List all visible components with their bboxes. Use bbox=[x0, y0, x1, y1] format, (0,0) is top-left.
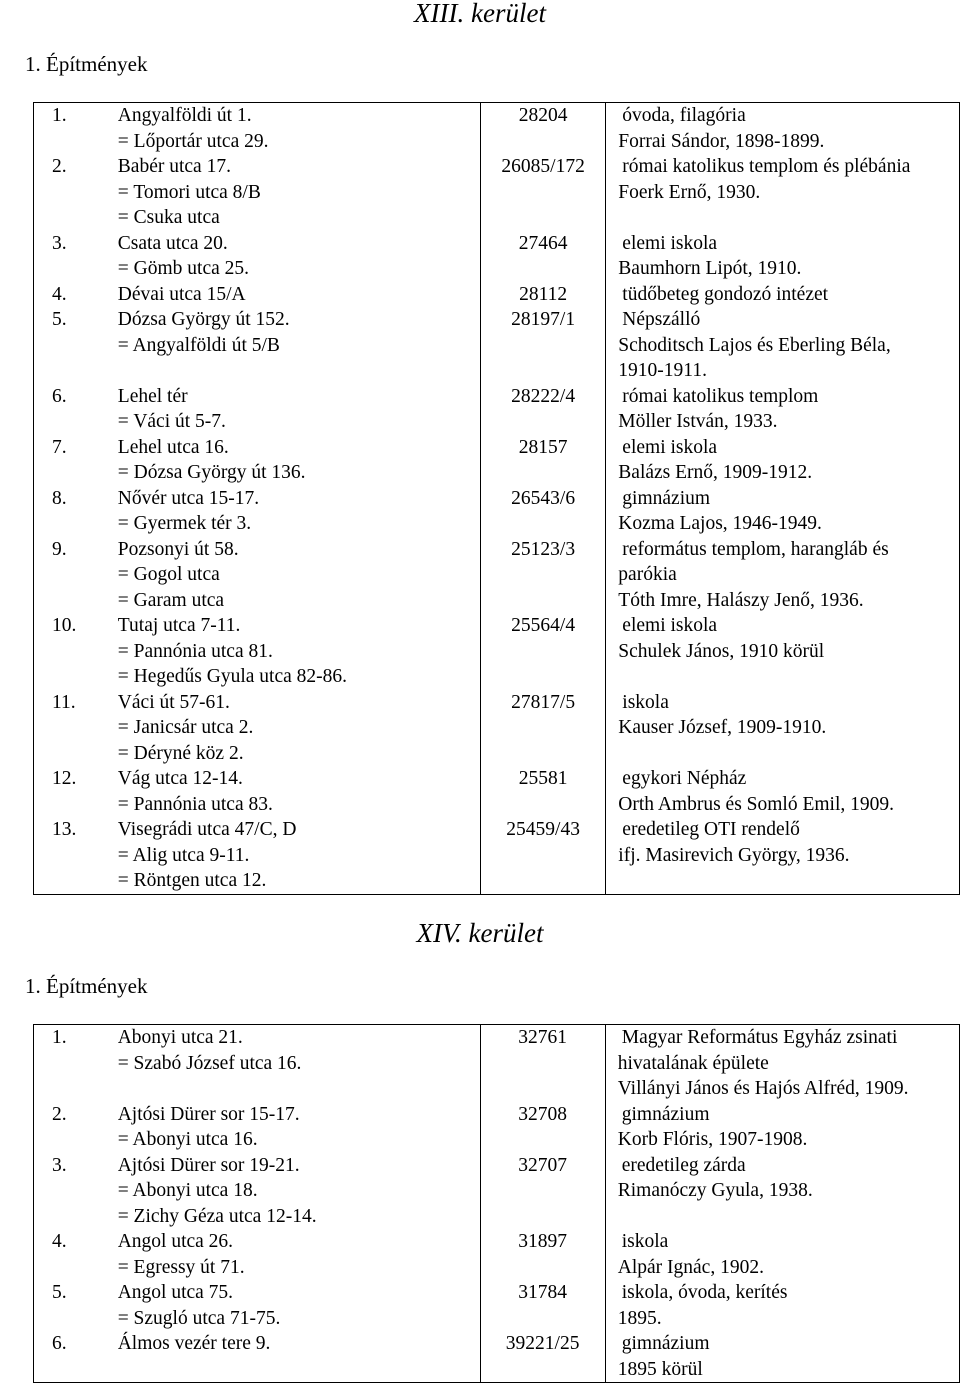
row-number: 5. bbox=[34, 1280, 118, 1331]
building-type: római katolikus templom és plébánia bbox=[622, 156, 911, 177]
row-number: 2. bbox=[34, 1102, 118, 1153]
table-row bbox=[34, 1280, 960, 1331]
row-number: 13. bbox=[34, 817, 118, 894]
table-row bbox=[34, 154, 960, 231]
building-type: református templom, harangláb és bbox=[622, 538, 889, 560]
lot-number: 25564/4 bbox=[480, 613, 605, 690]
lot-number: 28112 bbox=[480, 282, 605, 308]
table-row bbox=[34, 486, 960, 537]
table-row bbox=[34, 817, 960, 894]
alt-address-line: = Csuka utca bbox=[117, 207, 220, 228]
architect-line: Schoditsch Lajos és Eberling Béla, bbox=[618, 334, 891, 356]
building-type: gimnázium bbox=[622, 487, 711, 509]
alt-address-line: = Szabó József utca 16. bbox=[117, 1052, 302, 1074]
building-type: elemi iskola bbox=[622, 615, 718, 636]
alt-address-line: = Pannónia utca 81. bbox=[117, 640, 273, 662]
lot-number: 25459/43 bbox=[480, 817, 605, 894]
description-cell bbox=[606, 817, 960, 894]
row-number: 1. bbox=[34, 1025, 118, 1102]
description-cell bbox=[606, 690, 960, 767]
address-line: Tutaj utca 7-11. bbox=[117, 615, 241, 636]
description-cell bbox=[606, 435, 960, 486]
architect-line: Korb Flóris, 1907-1908. bbox=[617, 1129, 808, 1150]
address-cell bbox=[118, 1153, 480, 1230]
description-cell bbox=[606, 537, 960, 614]
address-cell bbox=[118, 1025, 480, 1102]
description-cell bbox=[606, 613, 960, 690]
architect-line: Schulek János, 1910 körül bbox=[618, 640, 825, 662]
row-number: 4. bbox=[34, 282, 118, 308]
alt-address-line: = Váci út 5-7. bbox=[117, 411, 226, 432]
lot-number: 31784 bbox=[480, 1280, 605, 1331]
architect-line: Foerk Ernő, 1930. bbox=[618, 181, 761, 203]
description-cell bbox=[606, 486, 960, 537]
alt-address-line: = Gogol utca bbox=[117, 564, 220, 585]
row-number: 2. bbox=[34, 154, 118, 231]
address-line: Visegrádi utca 47/C, D bbox=[117, 819, 297, 840]
address-cell bbox=[118, 231, 481, 282]
row-number: 12. bbox=[34, 766, 118, 817]
description-cell bbox=[606, 103, 960, 155]
table-row bbox=[34, 231, 960, 282]
address-line: Álmos vezér tere 9. bbox=[117, 1333, 271, 1354]
description-cell bbox=[606, 154, 960, 231]
table-row bbox=[34, 537, 960, 614]
alt-address-line: = Gömb utca 25. bbox=[117, 258, 250, 279]
alt-address-line: = Alig utca 9-11. bbox=[117, 844, 250, 866]
architect-line: Tóth Imre, Halászy Jenő, 1936. bbox=[618, 589, 864, 611]
architect-line: Forrai Sándor, 1898-1899. bbox=[618, 130, 825, 152]
lot-number: 28157 bbox=[480, 435, 605, 486]
lot-number: 28222/4 bbox=[480, 384, 605, 435]
address-line: Angol utca 75. bbox=[117, 1282, 234, 1303]
lot-number: 32761 bbox=[480, 1025, 605, 1102]
address-line: Váci út 57-61. bbox=[117, 691, 230, 713]
address-cell bbox=[118, 1331, 480, 1383]
row-number: 8. bbox=[34, 486, 118, 537]
building-type: elemi iskola bbox=[622, 436, 718, 458]
buildings-table-xiii bbox=[33, 102, 960, 895]
architect-line: hivatalának épülete bbox=[617, 1052, 769, 1074]
building-type: gimnázium bbox=[621, 1103, 710, 1125]
building-type: elemi iskola bbox=[622, 232, 718, 254]
building-type: óvoda, filagória bbox=[622, 105, 746, 126]
description-cell bbox=[605, 1025, 959, 1102]
alt-address-line: = Lőportár utca 29. bbox=[117, 130, 269, 152]
row-number: 3. bbox=[34, 1153, 118, 1230]
description-cell bbox=[605, 1331, 959, 1383]
architect-line: Möller István, 1933. bbox=[618, 411, 778, 432]
alt-address-line: = Gyermek tér 3. bbox=[117, 513, 252, 534]
lot-number: 39221/25 bbox=[480, 1331, 605, 1383]
table-row bbox=[34, 282, 960, 308]
building-type: iskola bbox=[621, 1231, 669, 1252]
description-cell bbox=[606, 231, 960, 282]
lot-number: 32708 bbox=[480, 1102, 605, 1153]
address-line: Angol utca 26. bbox=[117, 1231, 234, 1252]
architect-line: Alpár Ignác, 1902. bbox=[617, 1256, 764, 1278]
lot-number: 28204 bbox=[480, 103, 605, 155]
building-type: Magyar Református Egyház zsinati bbox=[621, 1027, 898, 1048]
table-row bbox=[34, 307, 960, 384]
description-cell bbox=[605, 1153, 959, 1230]
architect-line: 1895 körül bbox=[617, 1358, 703, 1380]
row-number: 4. bbox=[34, 1229, 118, 1280]
alt-address-line: = Szugló utca 71-75. bbox=[117, 1307, 281, 1329]
buildings-table-xiv bbox=[33, 1024, 960, 1383]
building-type: tüdőbeteg gondozó intézet bbox=[622, 283, 829, 305]
architect-line: Balázs Ernő, 1909-1912. bbox=[618, 462, 813, 483]
row-number: 11. bbox=[34, 690, 118, 767]
table-row bbox=[34, 1229, 960, 1280]
lot-number: 31897 bbox=[480, 1229, 605, 1280]
table-row bbox=[34, 1153, 960, 1230]
description-cell bbox=[605, 1280, 959, 1331]
row-number: 9. bbox=[34, 537, 118, 614]
architect-line: Kozma Lajos, 1946-1949. bbox=[618, 513, 822, 534]
section-heading-xiii: 1. Építmények bbox=[25, 52, 148, 76]
address-line: Angyalföldi út 1. bbox=[117, 105, 252, 126]
row-number: 3. bbox=[34, 231, 118, 282]
address-cell bbox=[118, 435, 481, 486]
architect-line: Rimanóczy Gyula, 1938. bbox=[617, 1180, 813, 1201]
building-type: Népszálló bbox=[622, 309, 701, 330]
row-number: 10. bbox=[34, 613, 118, 690]
address-line: Lehel tér bbox=[117, 385, 188, 407]
lot-number: 25581 bbox=[480, 766, 605, 817]
building-type: eredetileg zárda bbox=[621, 1154, 746, 1176]
lot-number: 26543/6 bbox=[480, 486, 605, 537]
address-line: Ajtósi Dürer sor 19-21. bbox=[117, 1154, 300, 1176]
alt-address-line: = Abonyi utca 16. bbox=[117, 1129, 258, 1150]
address-line: Abonyi utca 21. bbox=[117, 1027, 243, 1048]
address-cell bbox=[118, 486, 481, 537]
architect-line: 1895. bbox=[617, 1307, 662, 1329]
table-row bbox=[34, 1102, 960, 1153]
building-type: római katolikus templom bbox=[622, 385, 819, 407]
description-cell bbox=[606, 766, 960, 817]
lot-number: 25123/3 bbox=[480, 537, 605, 614]
address-line: Ajtósi Dürer sor 15-17. bbox=[117, 1103, 300, 1125]
architect-line: Orth Ambrus és Somló Emil, 1909. bbox=[618, 793, 895, 815]
table-row bbox=[34, 435, 960, 486]
address-cell bbox=[118, 307, 481, 384]
row-number: 6. bbox=[34, 384, 118, 435]
address-line: Babér utca 17. bbox=[117, 156, 231, 177]
address-line: Dózsa György út 152. bbox=[117, 309, 290, 330]
table-row bbox=[34, 690, 960, 767]
alt-address-line: = Janicsár utca 2. bbox=[117, 717, 254, 738]
building-type: egykori Népház bbox=[622, 768, 747, 789]
lot-number: 27817/5 bbox=[480, 690, 605, 767]
architect-line: Villányi János és Hajós Alfréd, 1909. bbox=[617, 1078, 909, 1099]
description-cell bbox=[606, 307, 960, 384]
address-cell bbox=[118, 384, 481, 435]
alt-address-line: = Pannónia utca 83. bbox=[117, 793, 273, 815]
address-cell bbox=[118, 154, 481, 231]
address-line: Vág utca 12-14. bbox=[117, 768, 243, 789]
alt-address-line: = Déryné köz 2. bbox=[117, 742, 244, 764]
address-line: Dévai utca 15/A bbox=[117, 283, 246, 305]
address-line: Nővér utca 15-17. bbox=[117, 487, 260, 509]
address-cell bbox=[118, 1229, 480, 1280]
table-row bbox=[34, 103, 960, 155]
lot-number: 26085/172 bbox=[480, 154, 605, 231]
description-cell bbox=[605, 1102, 959, 1153]
address-cell bbox=[118, 1280, 480, 1331]
description-cell bbox=[606, 384, 960, 435]
address-line: Pozsonyi út 58. bbox=[117, 538, 239, 560]
table-row bbox=[34, 766, 960, 817]
alt-address-line: = Garam utca bbox=[117, 589, 225, 611]
alt-address-line: = Angyalföldi út 5/B bbox=[117, 334, 280, 356]
district-title-xiii: XIII. kerület bbox=[414, 0, 546, 28]
building-type: iskola bbox=[622, 691, 669, 713]
district-title-xiv: XIV. kerület bbox=[416, 918, 544, 948]
row-number: 5. bbox=[34, 307, 118, 384]
table-row bbox=[34, 384, 960, 435]
row-number: 7. bbox=[34, 435, 118, 486]
building-type: eredetileg OTI rendelő bbox=[622, 819, 800, 840]
address-cell bbox=[118, 537, 481, 614]
address-line: Lehel utca 16. bbox=[117, 436, 229, 458]
section-heading-xiv: 1. Építmények bbox=[25, 974, 148, 998]
building-type: gimnázium bbox=[621, 1333, 710, 1354]
address-cell bbox=[118, 817, 481, 894]
alt-address-line: = Röntgen utca 12. bbox=[117, 870, 267, 891]
lot-number: 27464 bbox=[480, 231, 605, 282]
row-number: 1. bbox=[34, 103, 118, 155]
alt-address-line: = Tomori utca 8/B bbox=[117, 181, 261, 203]
architect-line: ifj. Masirevich György, 1936. bbox=[618, 844, 850, 866]
lot-number: 32707 bbox=[480, 1153, 605, 1230]
address-cell bbox=[118, 282, 481, 308]
table-row bbox=[34, 1331, 960, 1383]
alt-address-line: = Abonyi utca 18. bbox=[117, 1180, 258, 1201]
address-line: Csata utca 20. bbox=[117, 232, 228, 254]
alt-address-line: = Dózsa György út 136. bbox=[117, 462, 306, 483]
table-row bbox=[34, 613, 960, 690]
address-cell bbox=[118, 1102, 480, 1153]
description-cell bbox=[605, 1229, 959, 1280]
description-cell bbox=[606, 282, 960, 308]
alt-address-line: = Hegedűs Gyula utca 82-86. bbox=[117, 666, 348, 687]
alt-address-line: = Zichy Géza utca 12-14. bbox=[117, 1205, 317, 1227]
table-row bbox=[34, 1025, 960, 1102]
lot-number: 28197/1 bbox=[480, 307, 605, 384]
address-cell bbox=[118, 766, 481, 817]
architect-line: Baumhorn Lipót, 1910. bbox=[618, 258, 802, 279]
alt-address-line: = Egressy út 71. bbox=[117, 1256, 245, 1278]
architect-line: Kauser József, 1909-1910. bbox=[618, 717, 827, 738]
building-type: iskola, óvoda, kerítés bbox=[621, 1282, 788, 1303]
architect-line: parókia bbox=[618, 564, 677, 585]
address-cell bbox=[118, 103, 481, 155]
address-cell bbox=[118, 690, 481, 767]
address-cell bbox=[118, 613, 481, 690]
row-number: 6. bbox=[34, 1331, 118, 1383]
architect-line: 1910-1911. bbox=[618, 360, 707, 381]
